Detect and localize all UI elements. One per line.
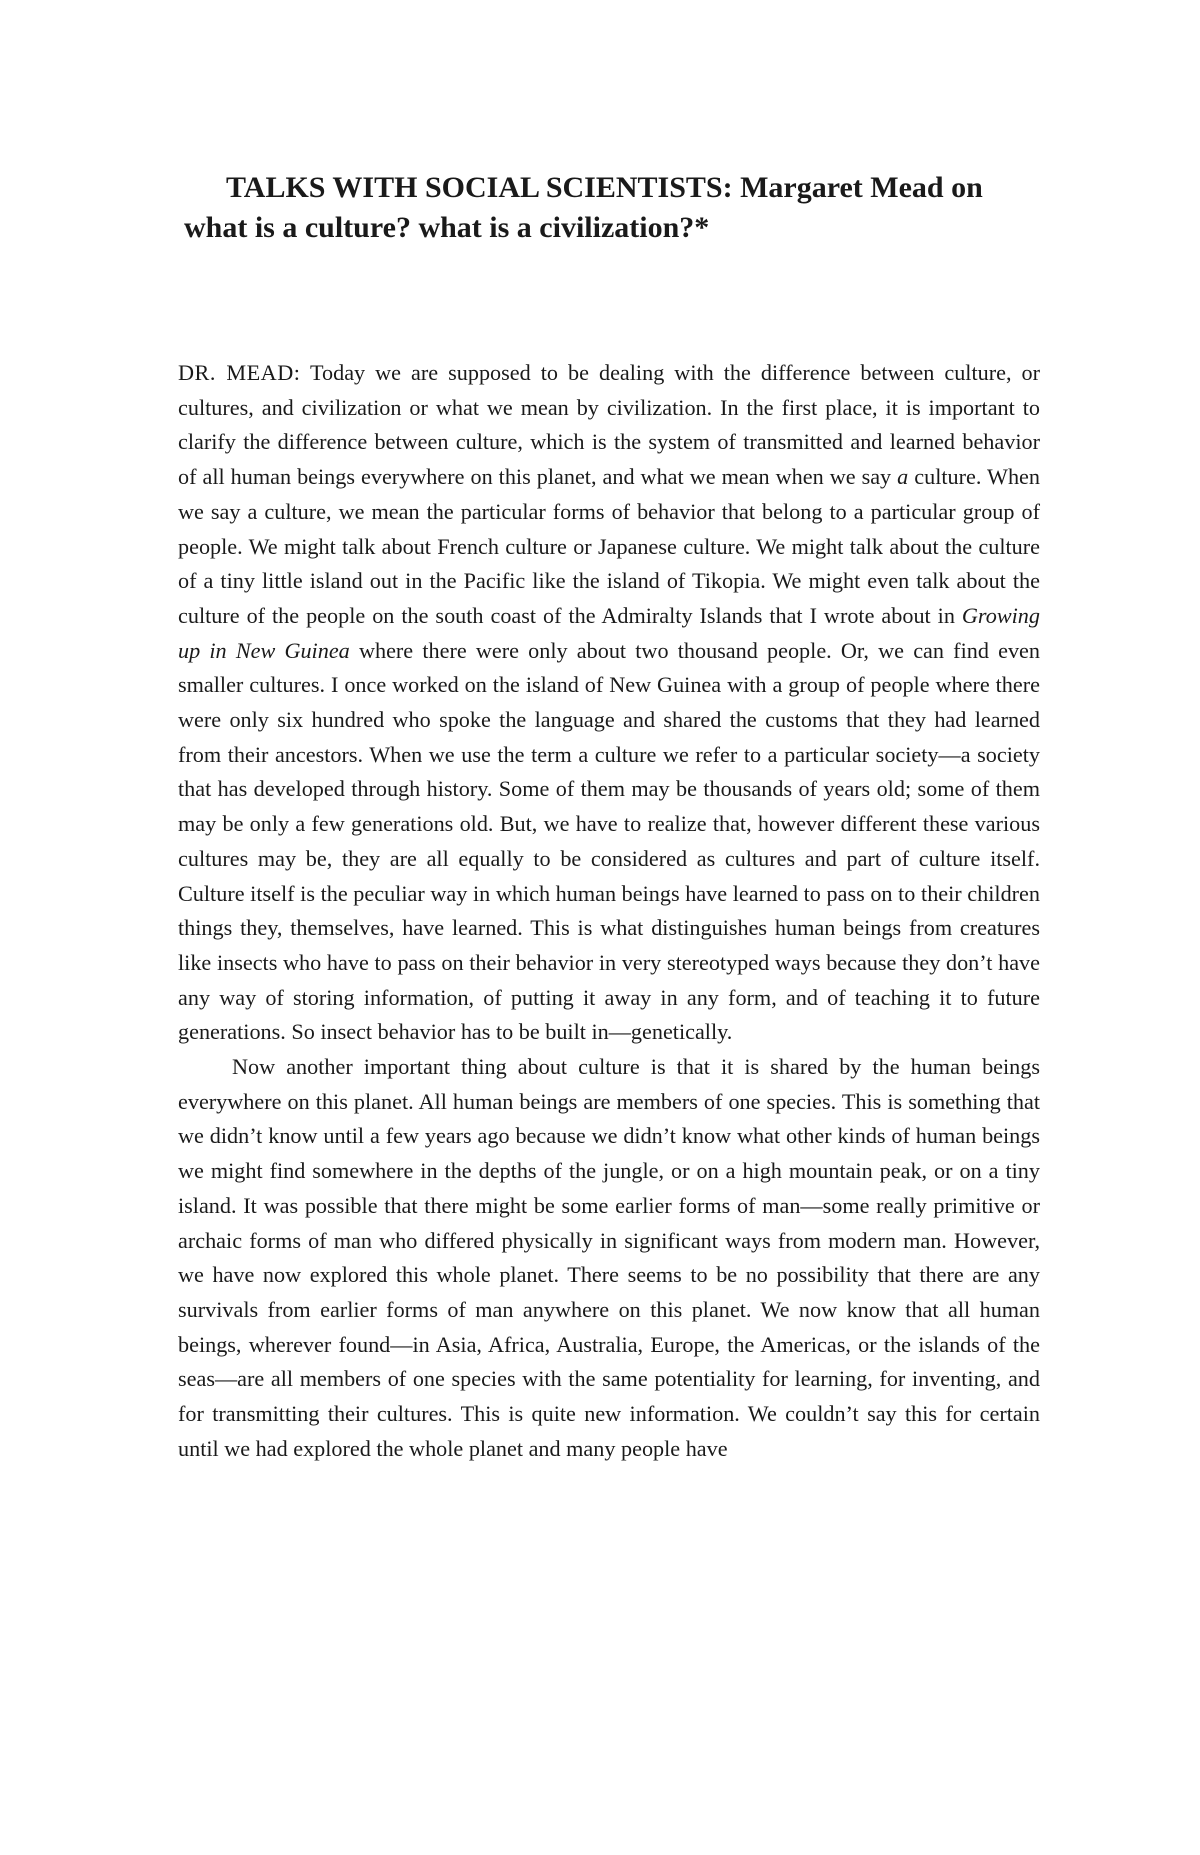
speaker-label: DR. MEAD: <box>178 360 301 385</box>
paragraph-1-text-b: culture. When we say a culture, we mean the particular forms of behavior that belong to a particular group of people. We might talk about French culture or Japanese culture. We might talk about the culture of a tiny little island out in the Pacific like the island of Tikopia. We might even talk about the culture of the people on the south coast of the Admiralty Islands that I wrote about in <box>178 464 1040 628</box>
book-title: Growing up in New Guinea <box>178 602 1040 663</box>
paragraph-1-text-c: where there were only about two thousand people. Or, we can find even smaller cultures. I once worked on the island of New Guinea with a group of people where there were only six hundred who spoke the language and shared the customs that they had learned from their ancestors. When we use the term a culture we refer to a particular society—a society that has developed through history. Some of them may be thousands of years old; some of them may be only a few generations old. But, we have to realize that, however different these various cultures may be, they are all equally to be considered as cultures and part of culture itself. Culture itself is the peculiar way in which human beings have learned to pass on to their children things they, themselves, have learned. This is what distinguishes human beings from creatures like insects who have to pass on their behavior in very stereotyped ways because they don’t have any way of storing information, of putting it away in any form, and of teaching it to future generations. So insect behavior has to be built in—genetically. <box>178 637 1040 1045</box>
page-title: TALKS WITH SOCIAL SCIENTISTS: Margaret Mead on what is a culture? what is a civilization?* <box>184 171 983 244</box>
italic-article: a <box>897 464 909 490</box>
paragraph-2: Now another important thing about culture is that it is shared by the human beings everywhere on this planet. All human beings are members of one species. This is something that we didn’t know until a few years ago because we didn’t know what other kinds of human beings we might find somewhere in the depths of the jungle, or on a high mountain peak, or on a tiny island. It was possible that there might be some earlier forms of man—some really primitive or archaic forms of man who differed physically in significant ways from modern man. However, we have now explored this whole planet. There seems to be no possibility that there are any survivals from earlier forms of man anywhere on this planet. We now know that all human beings, wherever found—in Asia, Africa, Australia, Europe, the Americas, or the islands of the seas—are all members of one species with the same potentiality for learning, for inventing, and for transmitting their cultures. This is quite new information. We couldn’t say this for certain until we had explored the whole planet and many people have <box>178 1054 1040 1461</box>
paragraph-1-text-a: Today we are supposed to be dealing with the difference between culture, or cultures, and civilization or what we mean by civilization. In the first place, it is important to clarify the difference between culture, which is the system of transmitted and learned behavior of all human beings everywhere on this planet, and what we mean when we say <box>178 360 1040 490</box>
paragraph-1 <box>178 356 1040 1050</box>
body-text <box>178 356 1040 1467</box>
